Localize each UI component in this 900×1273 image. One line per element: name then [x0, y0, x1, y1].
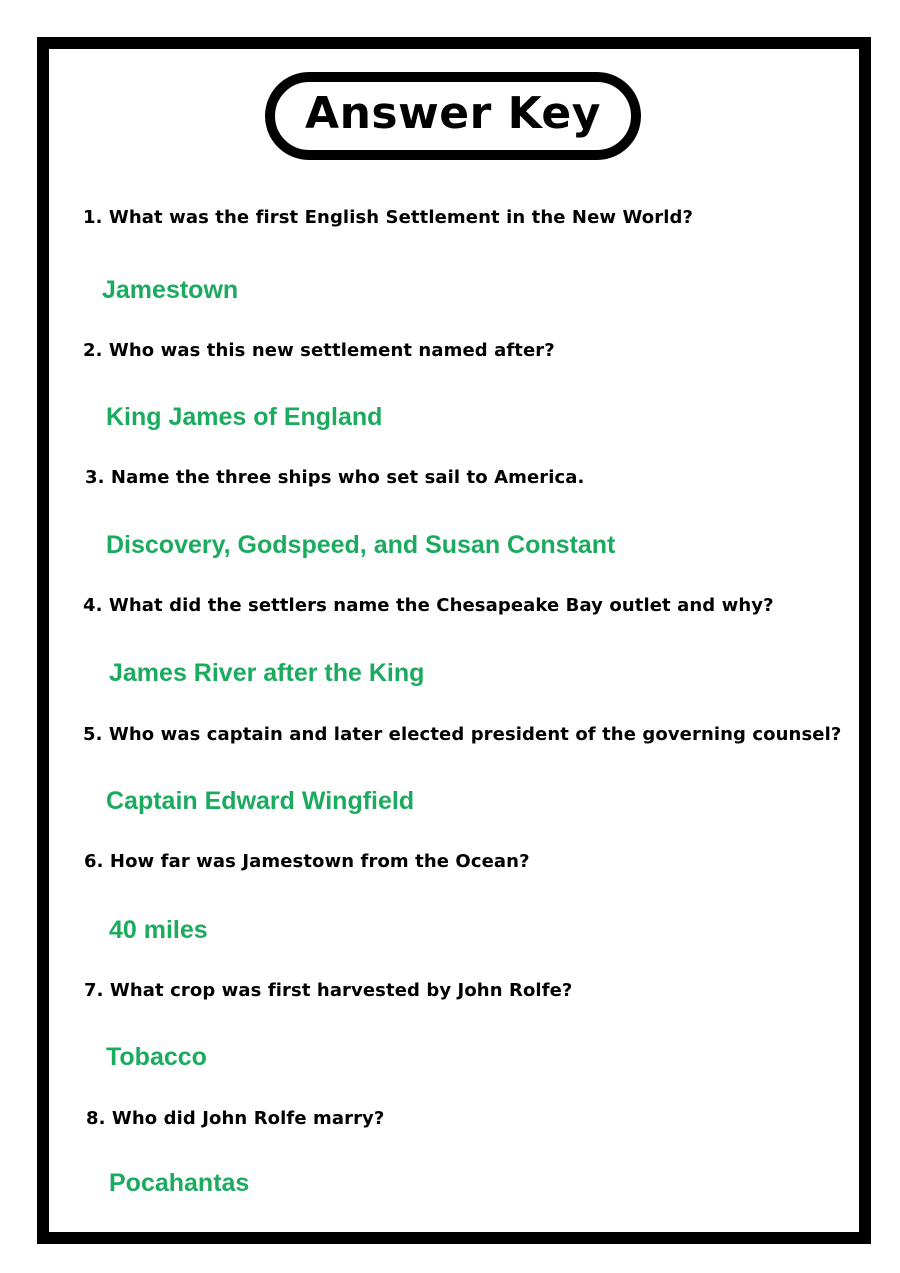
question-6: 6. How far was Jamestown from the Ocean?	[84, 851, 530, 872]
answer-1: Jamestown	[102, 276, 239, 304]
question-4: 4. What did the settlers name the Chesapeake Bay outlet and why?	[83, 595, 774, 616]
answer-3: Discovery, Godspeed, and Susan Constant	[106, 531, 616, 559]
answer-8: Pocahantas	[109, 1169, 250, 1197]
answer-4: James River after the King	[109, 659, 425, 687]
question-5: 5. Who was captain and later elected president of the governing counsel?	[83, 724, 842, 745]
page-title: Answer Key	[305, 88, 601, 139]
question-3: 3. Name the three ships who set sail to America.	[85, 467, 585, 488]
title-banner	[265, 72, 641, 160]
question-7: 7. What crop was first harvested by John Rolfe?	[84, 980, 573, 1001]
answer-7: Tobacco	[106, 1043, 207, 1071]
question-2: 2. Who was this new settlement named after?	[83, 340, 555, 361]
question-1: 1. What was the first English Settlement in the New World?	[83, 207, 694, 228]
answer-2: King James of England	[106, 403, 383, 431]
question-8: 8. Who did John Rolfe marry?	[86, 1108, 385, 1129]
answer-5: Captain Edward Wingfield	[106, 787, 415, 815]
answer-6: 40 miles	[109, 916, 208, 944]
